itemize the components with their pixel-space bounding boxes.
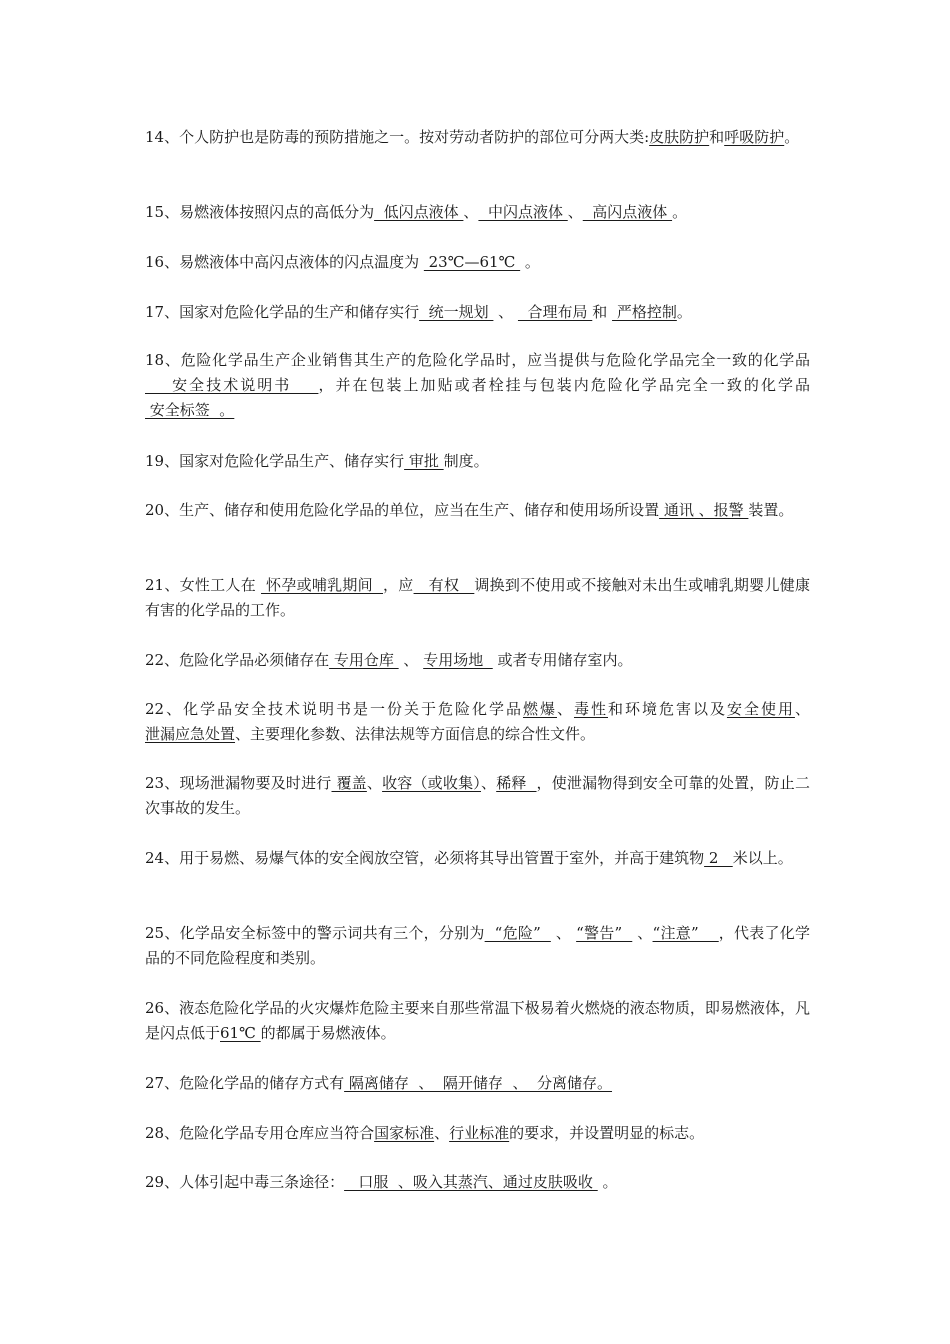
question-17	[145, 300, 810, 325]
question-text: 16、易燃液体中高闪点液体的闪点温度为	[145, 253, 424, 271]
question-text: 、	[398, 651, 424, 669]
answer-blank: 审批	[404, 452, 444, 470]
question-text: 24、用于易燃、易爆气体的安全阀放空管，必须将其导出管置于室外，并高于建筑物	[145, 849, 705, 867]
question-text: ，使泄漏物得到安全可靠的处置，防止二次事故的发生。	[145, 774, 810, 817]
question-text: 。	[784, 128, 800, 146]
question-text: ，代表了化学品的不同危险程度和类别。	[145, 924, 810, 967]
answer-blank: 毒性	[573, 700, 608, 718]
answer-blank: 安全使用	[726, 700, 795, 718]
answer-blank: 隔离储存 、 隔开储存 、 分离储存。	[344, 1074, 613, 1092]
question-29	[145, 1170, 810, 1195]
question-16	[145, 250, 810, 275]
question-14	[145, 125, 810, 150]
question-text: 、	[632, 924, 653, 942]
question-25	[145, 921, 810, 971]
question-text: 、	[556, 700, 574, 718]
question-text: ，并在包装上加贴或者栓挂与包装内危险化学品完全一致的化学品	[318, 376, 810, 394]
answer-blank: 覆盖	[331, 774, 367, 792]
question-text: 、	[493, 303, 518, 321]
question-text: 。	[672, 203, 688, 221]
question-text: 20、生产、储存和使用危险化学品的单位，应当在生产、储存和使用场所设置	[145, 501, 660, 519]
question-text: 、	[463, 203, 479, 221]
answer-blank: 燃爆	[522, 700, 557, 718]
question-text: 、	[794, 700, 810, 718]
answer-blank: 安全技术说明书	[145, 376, 319, 394]
question-22b	[145, 697, 810, 747]
question-text: 15、易燃液体按照闪点的高低分为	[145, 203, 375, 221]
answer-blank: 专用场地	[423, 651, 493, 669]
question-21	[145, 573, 810, 623]
answer-blank: 有权	[413, 576, 475, 594]
question-text: 25、化学品安全标签中的警示词共有三个，分别为	[145, 924, 485, 942]
answer-blank: 安全标签 。	[145, 401, 235, 419]
answer-blank: 行业标准	[449, 1124, 510, 1142]
answer-blank: 严格控制	[612, 303, 677, 321]
answer-blank: 统一规划	[419, 303, 494, 321]
answer-blank: 呼吸防护	[724, 128, 785, 146]
question-text: ，应	[383, 576, 414, 594]
question-18	[145, 348, 810, 423]
question-text: 、	[480, 774, 497, 792]
question-text: 的要求，并设置明显的标志。	[509, 1124, 705, 1142]
question-text: 制度。	[443, 452, 489, 470]
question-24	[145, 846, 810, 871]
answer-blank: 收容（或收集）	[382, 774, 481, 792]
answer-blank: 合理布局	[517, 303, 593, 321]
question-text: 19、国家对危险化学品生产、储存实行	[145, 452, 405, 470]
question-text: 、主要理化参数、法律法规等方面信息的综合性文件。	[235, 725, 596, 743]
question-15	[145, 200, 810, 225]
question-text: 、	[366, 774, 383, 792]
question-text: 和环境危害以及	[607, 700, 727, 718]
question-text: 、	[434, 1124, 450, 1142]
question-text: 。	[597, 1173, 618, 1191]
question-23	[145, 771, 810, 821]
answer-blank: 高闪点液体	[582, 203, 673, 221]
question-27	[145, 1071, 810, 1096]
answer-blank: 稀释	[496, 774, 537, 792]
answer-blank: “注意”	[652, 924, 719, 942]
answer-blank: 皮肤防护	[649, 128, 710, 146]
question-19	[145, 449, 810, 474]
answer-blank: 61℃	[220, 1024, 261, 1042]
question-26	[145, 996, 810, 1046]
question-text: 和	[709, 128, 725, 146]
question-text: 21、女性工人在	[145, 576, 262, 594]
answer-blank: 低闪点液体	[374, 203, 464, 221]
question-text: 22、危险化学品必须储存在	[145, 651, 330, 669]
question-text: 。	[676, 303, 692, 321]
question-28	[145, 1121, 810, 1146]
question-text: 26、液态危险化学品的火灾爆炸危险主要来自那些常温下极易着火燃烧的液态物质，即易燃液体，凡是闪点低于	[145, 999, 810, 1042]
question-text: 14、个人防护也是防毒的预防措施之一。按对劳动者防护的部位可分两大类:	[145, 128, 650, 146]
question-text: 的都属于易燃液体。	[260, 1024, 396, 1042]
question-text: 17、国家对危险化学品的生产和储存实行	[145, 303, 420, 321]
question-text: 装置。	[748, 501, 794, 519]
question-22a	[145, 648, 810, 673]
question-text: 28、危险化学品专用仓库应当符合	[145, 1124, 375, 1142]
question-text: 、	[550, 924, 577, 942]
question-text: 米以上。	[732, 849, 793, 867]
question-text: 29、人体引起中毒三条途径：	[145, 1173, 345, 1191]
question-text: 18、危险化学品生产企业销售其生产的危险化学品时，应当提供与危险化学品完全一致的化学品	[145, 351, 810, 369]
question-text: 调换到不使用或不接触对未出生或哺乳期婴儿健康有害的化学品的工作。	[145, 576, 810, 619]
question-text: 、	[567, 203, 583, 221]
answer-blank: 通讯 、报警	[659, 501, 749, 519]
answer-blank: 国家标准	[374, 1124, 435, 1142]
question-text: 和	[592, 303, 613, 321]
answer-blank: “危险”	[484, 924, 551, 942]
answer-blank: “警告”	[576, 924, 633, 942]
question-20	[145, 498, 810, 523]
question-text: 23、现场泄漏物要及时进行	[145, 774, 332, 792]
question-text: 22、化学品安全技术说明书是一份关于危险化学品	[145, 700, 523, 718]
answer-blank: 怀孕或哺乳期间	[261, 576, 384, 594]
answer-blank: 23℃—61℃	[423, 253, 521, 271]
answer-blank: 专用仓库	[329, 651, 399, 669]
question-text: 。	[520, 253, 540, 271]
question-text: 或者专用储存室内。	[492, 651, 633, 669]
question-text: 27、危险化学品的储存方式有	[145, 1074, 345, 1092]
answer-blank: 中闪点液体	[478, 203, 568, 221]
answer-blank: 口服 、吸入其蒸汽、通过皮肤吸收	[344, 1173, 598, 1191]
answer-blank: 2	[704, 849, 733, 867]
answer-blank: 泄漏应急处置	[145, 725, 236, 743]
